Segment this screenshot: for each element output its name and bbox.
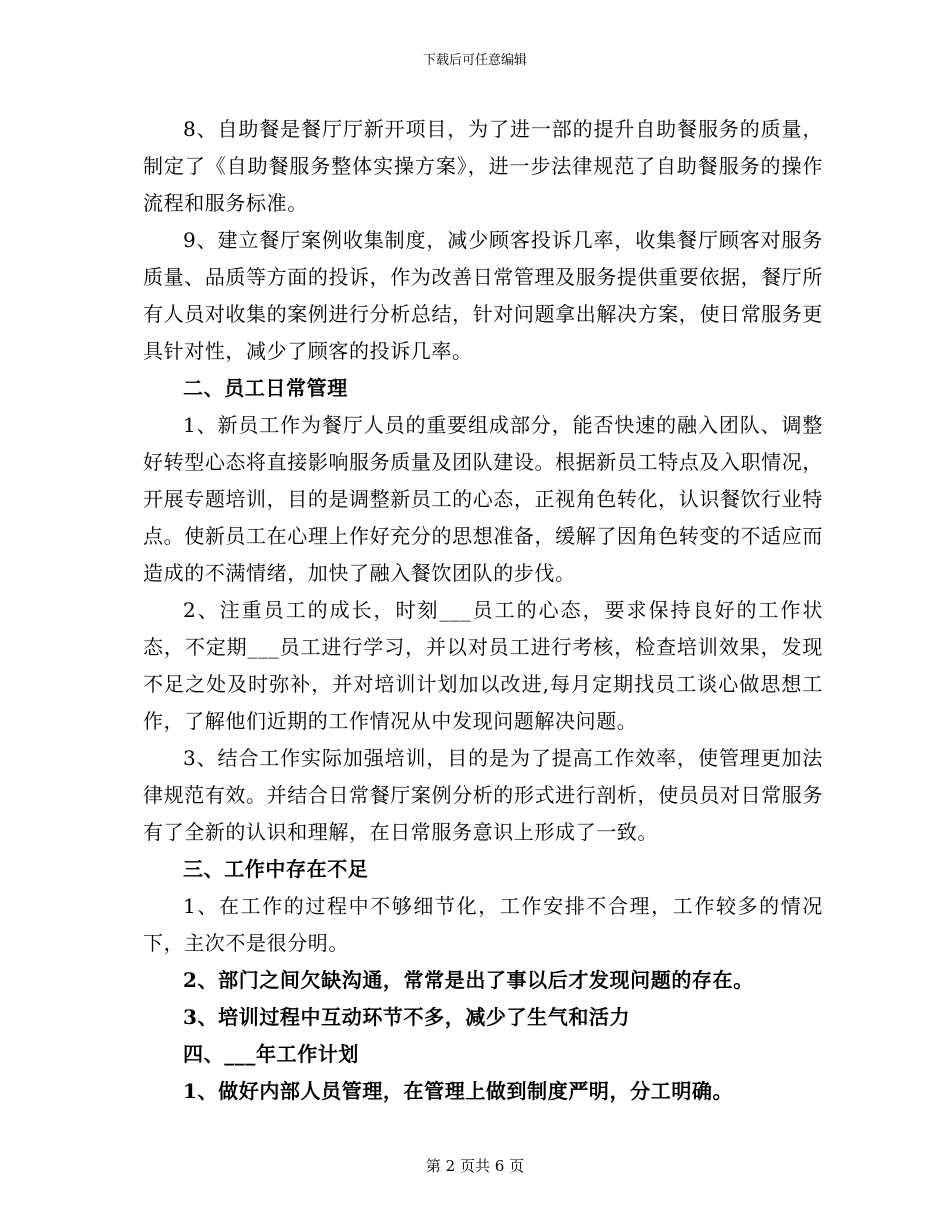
page-header-note: 下载后可任意编辑	[422, 53, 527, 68]
paragraph-shortcoming-2: 2、部门之间欠缺沟通，常常是出了事以后才发现问题的存在。	[183, 968, 754, 992]
paragraph-staff-1: 1、新员工作为餐厅人员的重要组成部分，能否快速的融入团队、调整好转型心态将直接影响服务质量及团队建设。根据新员工特点及入职情况，开展专题培训，目的是调整新员工的心态，正视角色转化，认识餐饮行业特点。使新员工在心理上作好充分的思想准备，缓解了因角色转变的不适应而造成的不满情绪，加快了融入餐饮团队的步伐。	[143, 413, 823, 585]
paragraph-item-9: 9、建立餐厅案例收集制度，减少顾客投诉几率，收集餐厅顾客对服务质量、品质等方面的投诉，作为改善日常管理及服务提供重要依据，餐厅所有人员对收集的案例进行分析总结，针对问题拿出解决方案，使日常服务更具针对性，减少了顾客的投诉几率。	[143, 228, 823, 363]
paragraph-plan-1: 1、做好内部人员管理，在管理上做到制度严明，分工明确。	[183, 1079, 734, 1103]
paragraph-staff-3: 3、结合工作实际加强培训，目的是为了提高工作效率，使管理更加法律规范有效。并结合日常餐厅案例分析的形式进行剖析，使员员对日常服务有了全新的认识和理解，在日常服务意识上形成了一致。	[143, 746, 823, 844]
section-heading-4: 四、___年工作计划	[183, 1042, 359, 1066]
section-heading-3: 三、工作中存在不足	[183, 857, 369, 881]
paragraph-staff-2: 2、注重员工的成长，时刻___员工的心态，要求保持良好的工作状态，不定期___员工进行学习，并以对员工进行考核，检查培训效果，发现不足之处及时弥补，并对培训计划加以改进,每月定期找员工谈心做思想工作，了解他们近期的工作情况从中发现问题解决问题。	[143, 598, 823, 733]
document-body	[143, 111, 823, 1110]
paragraph-shortcoming-1: 1、在工作的过程中不够细节化，工作安排不合理，工作较多的情况下，主次不是很分明。	[143, 894, 823, 955]
section-heading-2: 二、员工日常管理	[183, 376, 348, 400]
paragraph-item-8: 8、自助餐是餐厅厅新开项目，为了进一部的提升自助餐服务的质量，制定了《自助餐服务整体实操方案》，进一步法律规范了自助餐服务的操作流程和服务标准。	[143, 117, 823, 215]
paragraph-shortcoming-3: 3、培训过程中互动环节不多，减少了生气和活力	[183, 1005, 631, 1029]
page-number: 第 2 页共 6 页	[425, 1157, 525, 1175]
